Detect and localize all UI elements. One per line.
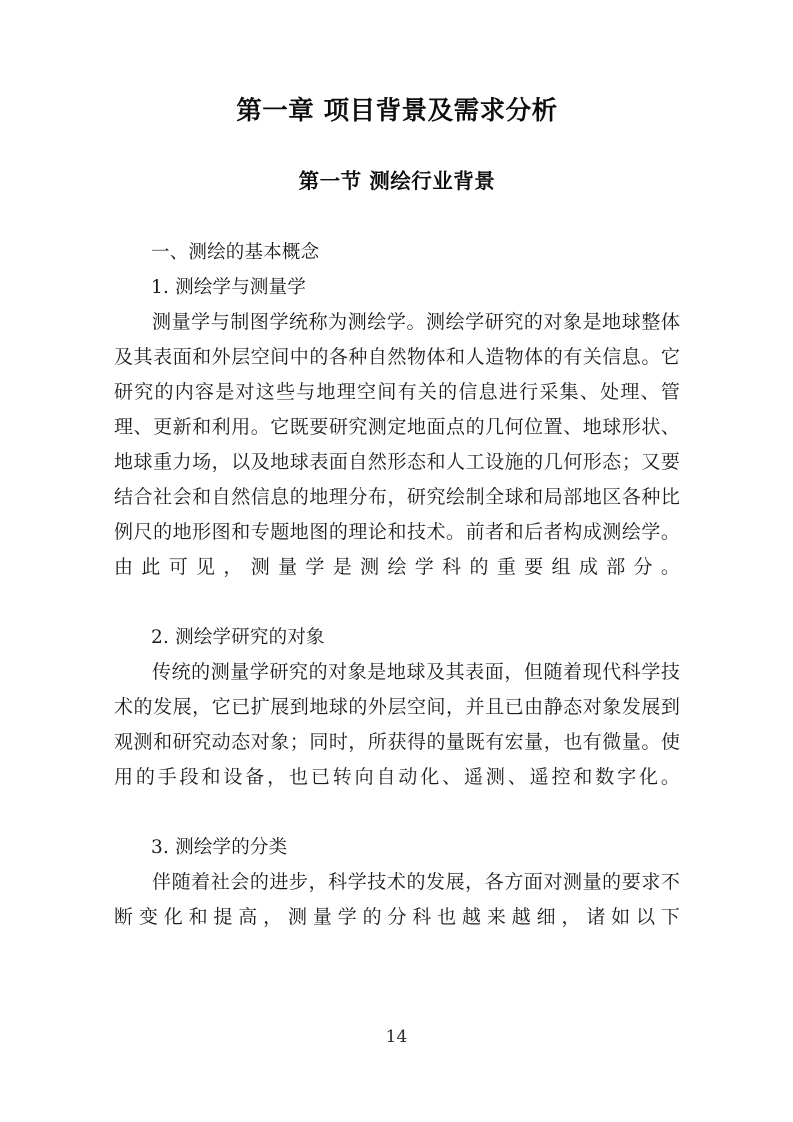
body-text-block: [114, 193, 680, 970]
body-paragraph-1: 测量学与制图学统称为测绘学。测绘学研究的对象是地球整体及其表面和外层空间中的各种自然物体和人造物体的有关信息。它研究的内容是对这些与地理空间有关的信息进行采集、处理、管理、更新和利用。它既要研究测定地面点的几何位置、地球形状、地球重力场，以及地球表面自然形态和人工设施的几何形态；又要结合社会和自然信息的地理分布，研究绘制全球和局部地区各种比例尺的地形图和专题地图的理论和技术。前者和后者构成测绘学。由此可见，测量学是测绘学科的重要组成部分。: [114, 311, 680, 579]
section-title: 第一节 测绘行业背景: [298, 169, 496, 194]
page-content: [114, 0, 680, 970]
body-paragraph-3: 伴随着社会的进步，科学技术的发展，各方面对测量的要求不断变化和提高，测量学的分科也越来越细，诸如以下: [114, 871, 680, 929]
body-heading-basic-concepts: 一、测绘的基本概念: [151, 242, 320, 264]
chapter-title: 第一章 项目背景及需求分析: [236, 96, 558, 126]
body-subheading-2: 2. 测绘学研究的对象: [151, 627, 325, 649]
body-subheading-1: 1. 测绘学与测量学: [151, 277, 307, 299]
page-number: 14: [385, 1027, 408, 1047]
body-paragraph-2: 传统的测量学研究的对象是地球及其表面，但随着现代科学技术的发展，它已扩展到地球的外层空间，并且已由静态对象发展到观测和研究动态对象；同时，所获得的量既有宏量，也有微量。使用的手段和设备，也已转向自动化、遥测、遥控和数字化。: [114, 661, 680, 789]
body-subheading-3: 3. 测绘学的分类: [151, 837, 288, 859]
